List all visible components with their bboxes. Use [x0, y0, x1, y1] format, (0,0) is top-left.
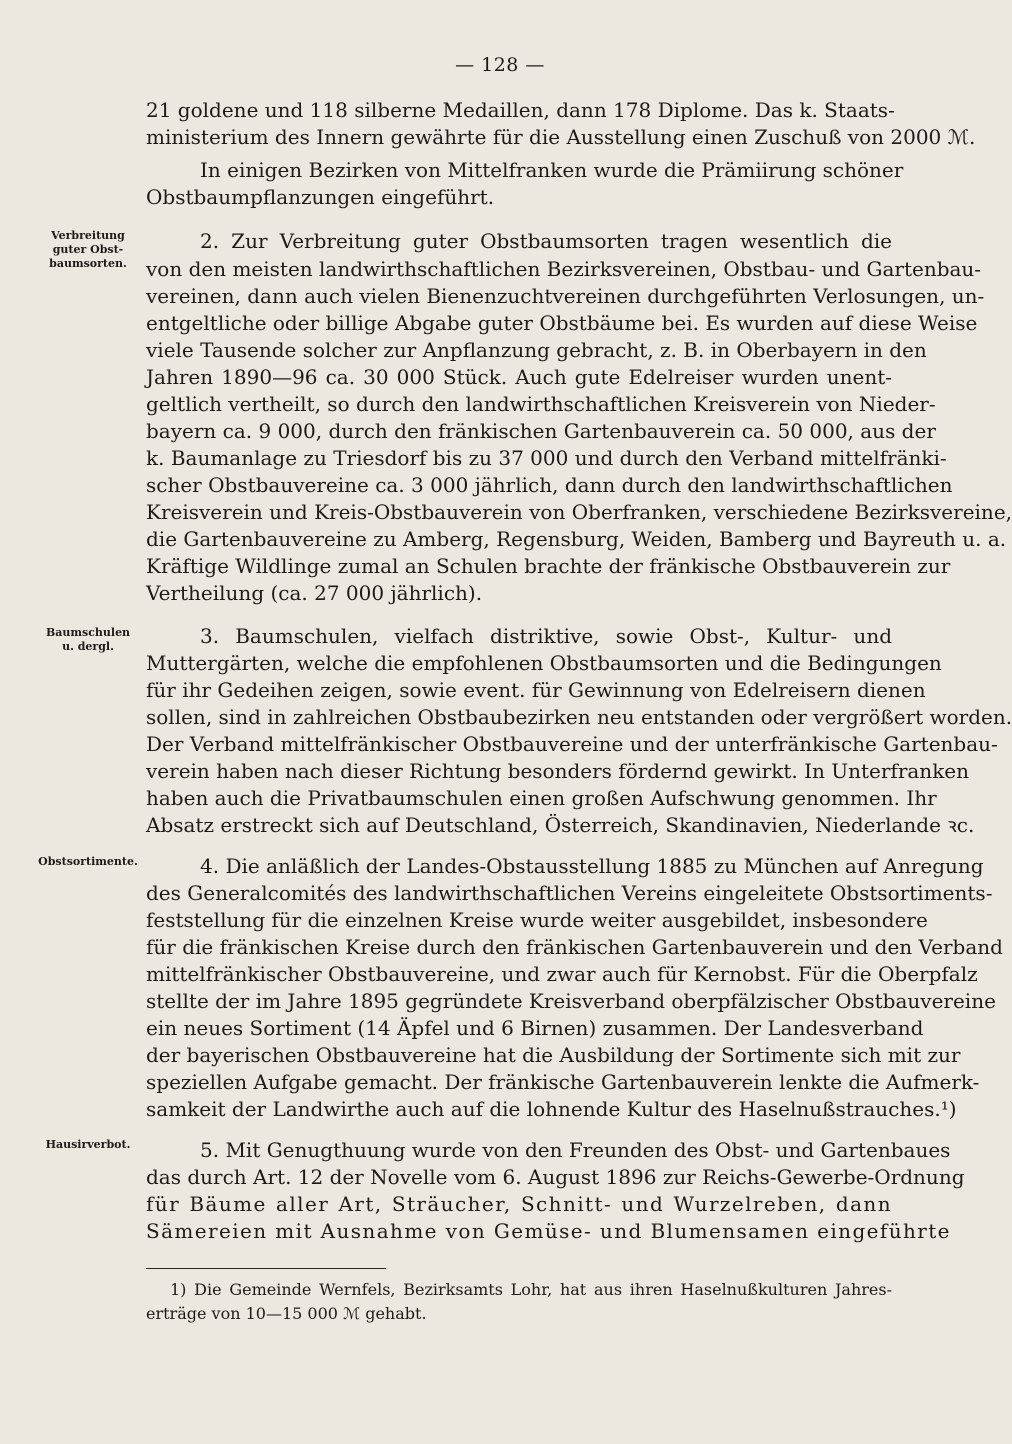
- body-line: feststellung für die einzelnen Kreise wurde weiter ausgebildet, insbesondere: [146, 908, 928, 932]
- margin-note-line: u. dergl.: [62, 640, 114, 653]
- body-line: Absatz erstreckt sich auf Deutschland, Österreich, Skandinavien, Niederlande ꝛc.: [146, 813, 975, 837]
- footnote-divider: [146, 1268, 386, 1269]
- margin-note-verbreitung: [36, 229, 140, 271]
- margin-note-line: guter Obst-: [52, 243, 124, 256]
- body-line: Jahren 1890—96 ca. 30 000 Stück. Auch gute Edelreiser wurden unent-: [146, 365, 892, 389]
- body-line: stellte der im Jahre 1895 gegründete Kreisverband oberpfälzischer Obstbauvereine: [146, 989, 996, 1013]
- body-line: entgeltliche oder billige Abgabe guter Obstbäume bei. Es wurden auf diese Weise: [146, 311, 978, 335]
- body-line: k. Baumanlage zu Triesdorf bis zu 37 000 und durch den Verband mittelfränki-: [146, 446, 947, 470]
- body-line: scher Obstbauvereine ca. 3 000 jährlich, dann durch den landwirthschaftlichen: [146, 473, 953, 497]
- body-line: ministerium des Innern gewährte für die Ausstellung einen Zuschuß von 2000 ℳ.: [146, 125, 976, 149]
- body-line: verein haben nach dieser Richtung besonders fördernd gewirkt. In Unterfranken: [146, 759, 970, 783]
- footnote-line: 1) Die Gemeinde Wernfels, Bezirksamts Lohr, hat aus ihren Haselnußkulturen Jahres-: [170, 1280, 892, 1299]
- margin-note-hausirverbot: [36, 1138, 140, 1152]
- margin-note-line: Baumschulen: [45, 626, 131, 639]
- margin-note-baumschulen: [36, 626, 140, 654]
- body-line: der bayerischen Obstbauvereine hat die Ausbildung der Sortimente sich mit zur: [146, 1043, 961, 1067]
- body-line: bayern ca. 9 000, durch den fränkischen Gartenbauverein ca. 50 000, aus der: [146, 419, 936, 443]
- body-line: von den meisten landwirthschaftlichen Bezirksvereinen, Obstbau- und Gartenbau-: [146, 257, 982, 281]
- body-line: für die fränkischen Kreise durch den fränkischen Gartenbauverein und den Verband: [146, 935, 1003, 959]
- body-line: Obstbaumpflanzungen eingeführt.: [146, 185, 495, 209]
- body-line: samkeit der Landwirthe auch auf die lohnende Kultur des Haselnußstrauches.¹): [146, 1097, 957, 1121]
- body-line: Kräftige Wildlinge zumal an Schulen brachte der fränkische Obstbauverein zur: [146, 554, 951, 578]
- body-line: Muttergärten, welche die empfohlenen Obstbaumsorten und die Bedingungen: [146, 651, 942, 675]
- body-line: 4. Die anläßlich der Landes-Obstausstellung 1885 zu München auf Anregung: [200, 854, 984, 878]
- body-line: sollen, sind in zahlreichen Obstbaubezirken neu entstanden oder vergrößert worden.: [146, 705, 1012, 729]
- body-line: mittelfränkischer Obstbauvereine, und zwar auch für Kernobst. Für die Oberpfalz: [146, 962, 978, 986]
- body-line: Kreisverein und Kreis-Obstbauverein von Oberfranken, verschiedene Bezirksvereine,: [146, 500, 1012, 524]
- page-number: — 128 —: [455, 54, 545, 76]
- body-line: vereinen, dann auch vielen Bienenzuchtvereinen durchgeführten Verlosungen, un-: [146, 284, 985, 308]
- body-line: das durch Art. 12 der Novelle vom 6. August 1896 zur Reichs-Gewerbe-Ordnung: [146, 1165, 965, 1189]
- body-line: haben auch die Privatbaumschulen einen großen Aufschwung genommen. Ihr: [146, 786, 937, 810]
- margin-note-line: Hausirverbot.: [45, 1138, 131, 1151]
- body-line: viele Tausende solcher zur Anpflanzung gebracht, z. B. in Oberbayern in den: [146, 338, 927, 362]
- body-line: ein neues Sortiment (14 Äpfel und 6 Birnen) zusammen. Der Landesverband: [146, 1016, 924, 1040]
- margin-note-line: Obstsortimente.: [38, 855, 138, 868]
- body-line: 21 goldene und 118 silberne Medaillen, dann 178 Diplome. Das k. Staats-: [146, 98, 895, 122]
- body-line: für Bäume aller Art, Sträucher, Schnitt- und Wurzelreben, dann: [146, 1192, 892, 1216]
- body-line: Sämereien mit Ausnahme von Gemüse- und Blumensamen eingeführte: [146, 1219, 951, 1243]
- margin-note-line: baumsorten.: [49, 257, 127, 270]
- body-line: die Gartenbauvereine zu Amberg, Regensburg, Weiden, Bamberg und Bayreuth u. a.: [146, 527, 1007, 551]
- margin-note-line: Verbreitung: [51, 229, 125, 242]
- margin-note-obstsortimente: [36, 855, 140, 869]
- body-line: geltlich vertheilt, so durch den landwirthschaftlichen Kreisverein von Nieder-: [146, 392, 936, 416]
- body-line: speziellen Aufgabe gemacht. Der fränkische Gartenbauverein lenkte die Aufmerk-: [146, 1070, 980, 1094]
- body-line: In einigen Bezirken von Mittelfranken wurde die Prämiirung schöner: [200, 158, 904, 182]
- footnote-line: erträge von 10—15 000 ℳ gehabt.: [146, 1304, 427, 1323]
- body-line: für ihr Gedeihen zeigen, sowie event. für Gewinnung von Edelreisern dienen: [146, 678, 926, 702]
- body-line: 2. Zur Verbreitung guter Obstbaumsorten tragen wesentlich die: [200, 229, 892, 253]
- body-line: Der Verband mittelfränkischer Obstbauvereine und der unterfränkische Gartenbau-: [146, 732, 998, 756]
- body-line: Vertheilung (ca. 27 000 jährlich).: [146, 581, 483, 605]
- body-line: des Generalcomités des landwirthschaftlichen Vereins eingeleitete Obstsortiments-: [146, 881, 993, 905]
- body-line: 3. Baumschulen, vielfach distriktive, sowie Obst-, Kultur- und: [200, 624, 892, 648]
- body-line: 5. Mit Genugthuung wurde von den Freunden des Obst- und Gartenbaues: [200, 1138, 951, 1162]
